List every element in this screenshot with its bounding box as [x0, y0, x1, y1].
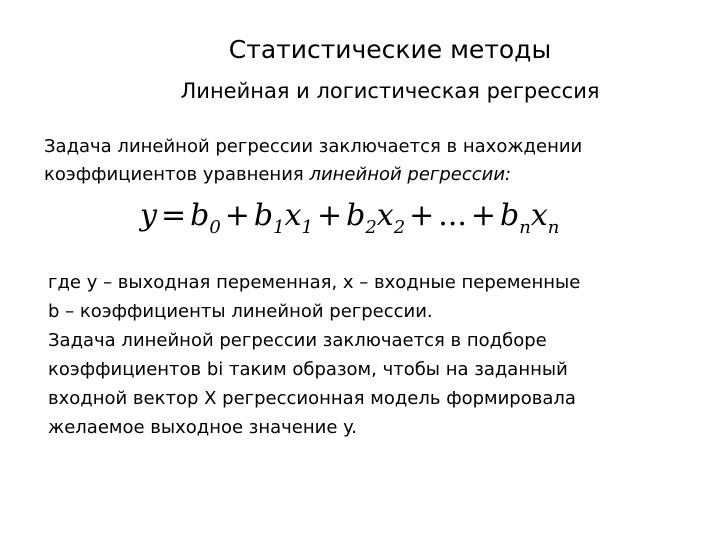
body-line-6: желаемое выходное значение y. [48, 417, 357, 438]
intro-line-2-plain: коэффициентов уравнения [44, 164, 310, 185]
body-line-5: входной вектор X регрессионная модель формировала [48, 388, 576, 409]
formula-b2: b [346, 198, 366, 233]
intro-line-1: Задача линейной регрессии заключается в нахождении [44, 136, 583, 157]
formula-plus-1: + [224, 198, 250, 233]
body-line-4: коэффициентов bi таким образом, чтобы на заданный [48, 359, 568, 380]
formula-ellipsis: ... [438, 198, 467, 233]
body-line-1: где y – выходная переменная, x – входные переменные [48, 272, 581, 293]
formula-xn: x [530, 198, 548, 233]
formula-bn: b [500, 198, 520, 233]
formula-sub-na: n [519, 217, 531, 238]
formula-sub-1b: 1 [301, 217, 313, 238]
formula-sub-0: 0 [209, 217, 221, 238]
formula-plus-3: + [409, 198, 435, 233]
intro-line-2-italic: линейной регрессии: [309, 164, 512, 185]
formula-y: y [140, 198, 157, 233]
formula-sub-1a: 1 [273, 217, 285, 238]
body-line-3: Задача линейной регрессии заключается в подборе [48, 330, 547, 351]
explanation-paragraph [48, 268, 698, 442]
slide-subtitle: Линейная и логистическая регрессия [180, 79, 600, 103]
formula-sub-2a: 2 [365, 217, 377, 238]
formula-plus-2: + [316, 198, 343, 233]
slide-title: Статистические методы [228, 35, 552, 64]
body-line-2: b – коэффициенты линейной регрессии. [48, 301, 433, 322]
formula-sub-nb: n [547, 217, 560, 238]
intro-line-2 [44, 161, 694, 189]
formula-equals: = [160, 198, 187, 233]
formula-b0: b [190, 198, 210, 233]
regression-formula [140, 196, 580, 246]
formula-sub-2b: 2 [393, 217, 406, 238]
formula-plus-4: + [470, 198, 497, 233]
formula-x1: x [284, 198, 302, 233]
formula-b1: b [253, 198, 274, 233]
formula-x2: x [376, 198, 394, 233]
intro-paragraph [44, 133, 694, 189]
